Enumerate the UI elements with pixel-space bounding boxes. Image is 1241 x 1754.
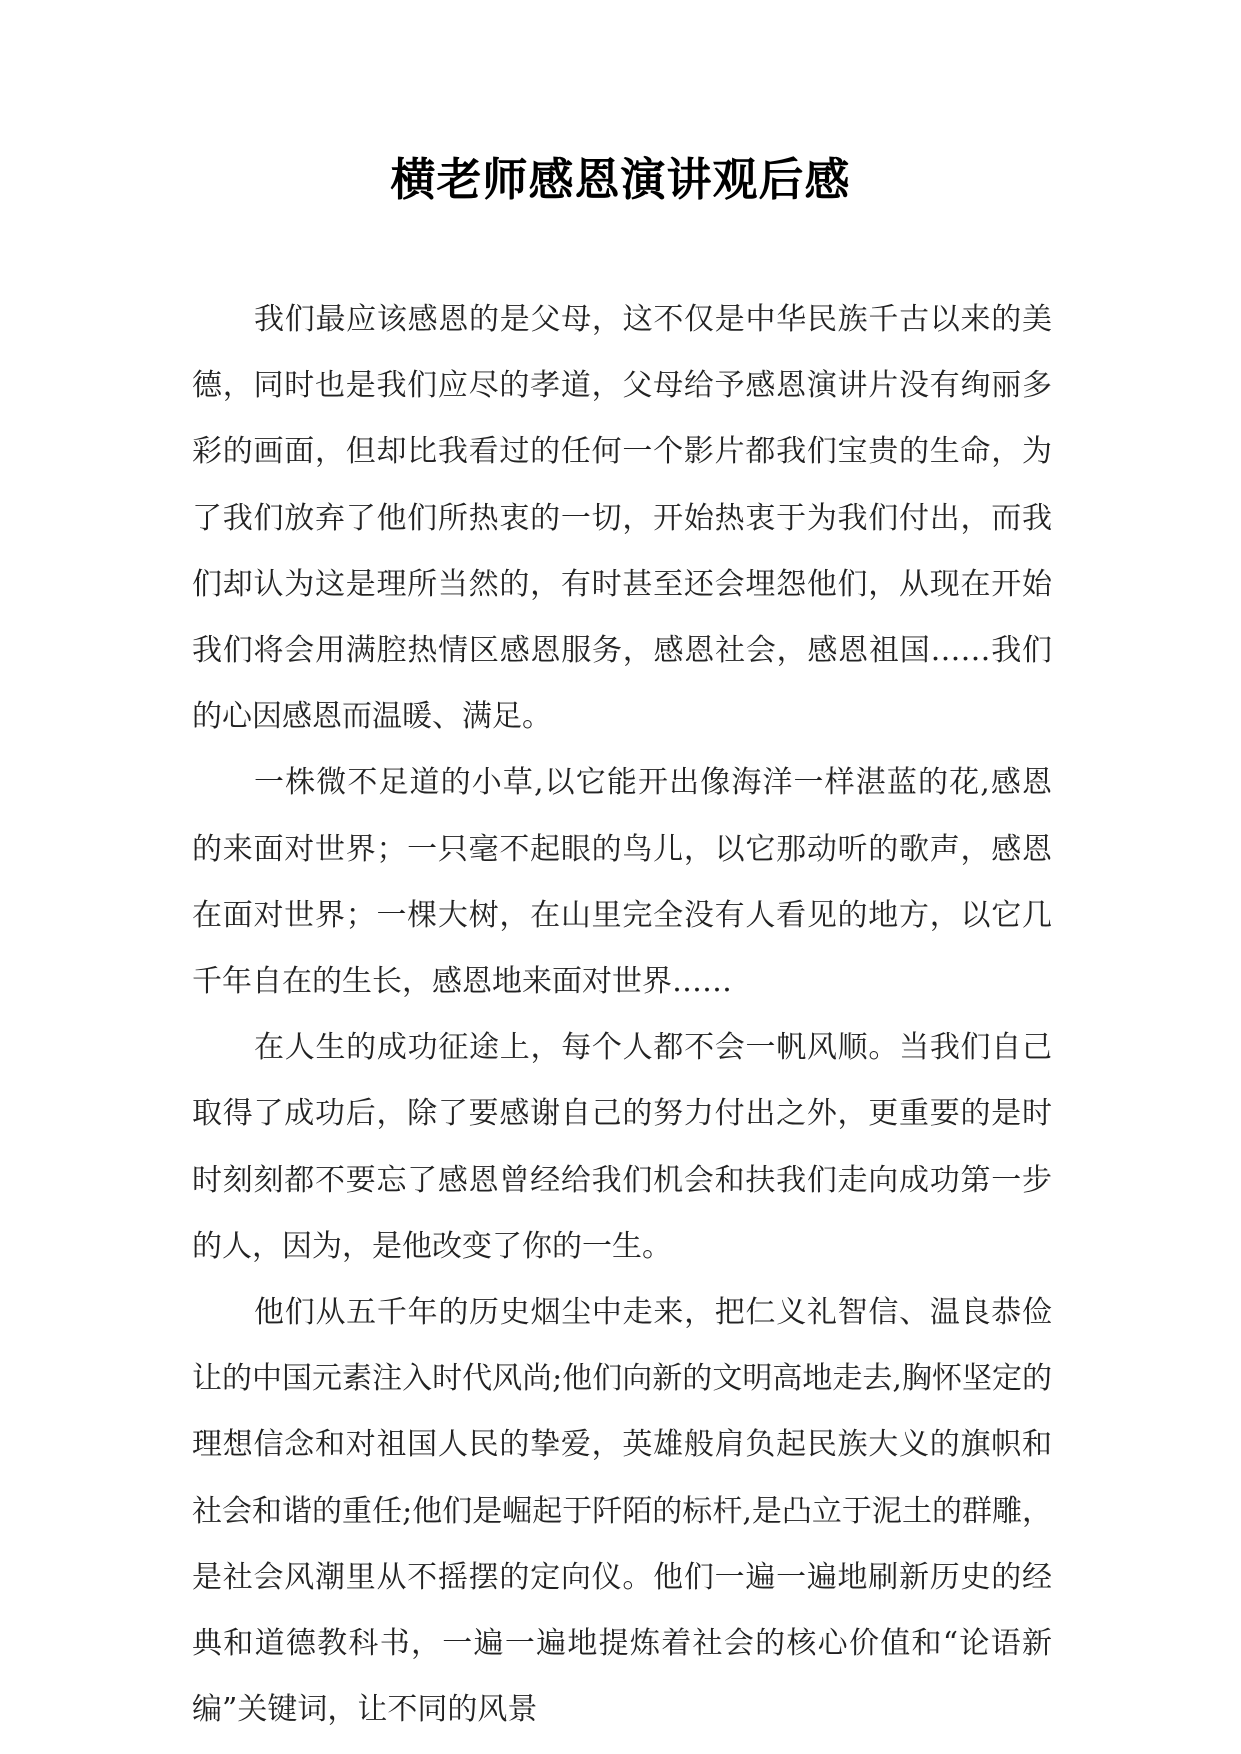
paragraph-2: 一株微不足道的小草,以它能开出像海洋一样湛蓝的花,感恩的来面对世界；一只毫不起眼的鸟儿，以它那动听的歌声，感恩在面对世界；一棵大树，在山里完全没有人看见的地方，以它几千年自在的生长，感恩地来面对世界……: [192, 765, 1052, 1000]
paragraph-4: 他们从五千年的历史烟尘中走来，把仁义礼智信、温良恭俭让的中国元素注入时代风尚;他们向新的文明高地走去,胸怀坚定的理想信念和对祖国人民的挚爱，英雄般肩负起民族大义的旗帜和社会和谐的重任;他们是崛起于阡陌的标杆,是凸立于泥土的群雕，是社会风潮里从不摇摆的定向仪。他们一遍一遍地刷新历史的经典和道德教科书，一遍一遍地提炼着社会的核心价值和“论语新编”关键词，让不同的风景: [192, 1295, 1052, 1728]
paragraph-1: 我们最应该感恩的是父母，这不仅是中华民族千古以来的美德，同时也是我们应尽的孝道，父母给予感恩演讲片没有绚丽多彩的画面，但却比我看过的任何一个影片都我们宝贵的生命，为了我们放弃了他们所热衷的一切，开始热衷于为我们付出，而我们却认为这是理所当然的，有时甚至还会埋怨他们，从现在开始我们将会用满腔热情区感恩服务，感恩社会，感恩祖国……我们的心因感恩而温暖、满足。: [192, 302, 1052, 735]
document-body: [192, 287, 1052, 1743]
paragraph-3: 在人生的成功征途上，每个人都不会一帆风顺。当我们自己取得了成功后，除了要感谢自己的努力付出之外，更重要的是时时刻刻都不要忘了感恩曾经给我们机会和扶我们走向成功第一步的人，因为，是他改变了你的一生。: [192, 1030, 1052, 1264]
document-title: 横老师感恩演讲观后感: [390, 153, 851, 206]
